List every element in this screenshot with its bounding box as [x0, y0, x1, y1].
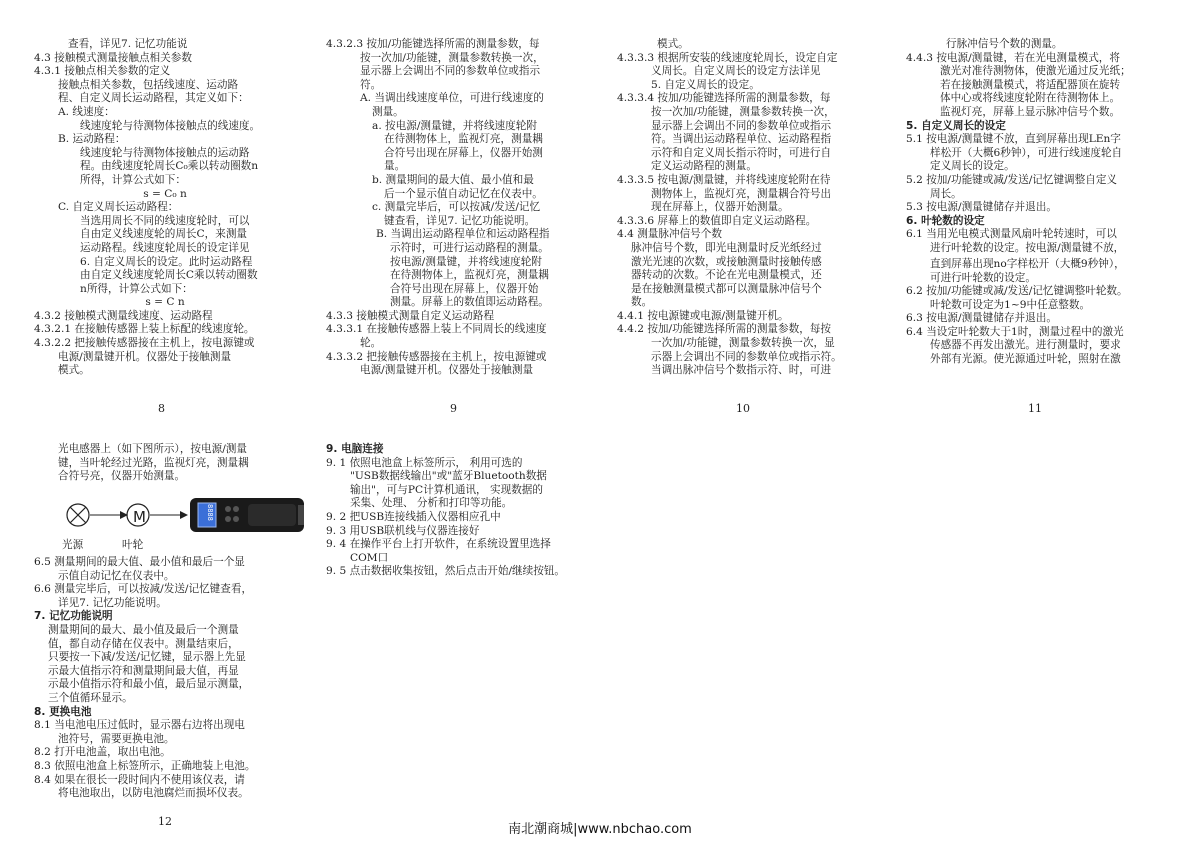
page-number: 11: [1028, 402, 1042, 415]
text-line: 数。: [631, 296, 653, 309]
fan-label: 叶轮: [122, 539, 144, 551]
text-line: 示器上会调出不同的参数单位或指示符。: [651, 350, 842, 363]
text-line: 值，都自动存储在仪表中。测量结束后，: [48, 637, 239, 650]
text-line: 周长。: [930, 187, 962, 200]
text-line: 器转动的次数。不论在光电测量模式，还: [631, 269, 822, 282]
text-line: 测量。屏幕上的数值即运动路程。: [390, 296, 549, 309]
text-line: 将电池取出，以防电池腐烂而损坏仪表。: [58, 787, 249, 800]
text-line: 外部有光源。使光源通过叶轮，照射在激: [930, 353, 1121, 366]
page-number: 8: [158, 402, 165, 415]
text-line: 可进行叶轮数的设定。: [930, 271, 1036, 284]
light-source-icon: [67, 504, 89, 526]
page-number: 10: [736, 402, 750, 415]
text-line: 4.3.3.5 按电源/测量键，并将线速度轮附在待: [617, 173, 831, 186]
text-line: 8.4 如果在很长一段时间内不使用该仪表，请: [34, 773, 245, 786]
footer-watermark: 南北潮商城|www.nbchao.com: [508, 822, 692, 837]
text-line: 传感器不再发出激光。进行测量时，要求: [930, 339, 1121, 352]
text-line: 合符号亮，仪器开始测量。: [58, 470, 186, 483]
text-line: 8.2 打开电池盖，取出电池。: [34, 746, 171, 759]
text-line: 样松开（大概6秒钟），可进行线速度轮自: [930, 146, 1123, 159]
text-line: 9. 3 用USB联机线与仪器连接好: [326, 524, 480, 537]
section-heading: 9. 电脑连接: [326, 443, 384, 455]
text-line: 激光光速的次数，或接触测量时接触传感: [631, 255, 822, 268]
text-line: 6.4 当设定叶轮数大于1时，测量过程中的激光: [906, 325, 1124, 338]
text-line: 5. 自定义周长的设定。: [651, 78, 760, 91]
section-heading: 4.4 测量脉冲信号个数: [617, 228, 722, 241]
text-line: a. 按电源/测量键，并将线速度轮附: [372, 119, 537, 132]
text-line: 6.6 测量完毕后，可以按减/发送/记忆键查看，: [34, 583, 253, 596]
text-line: 后一个显示值自动记忆在仪表中。: [384, 187, 543, 200]
text-line: 电源/测量键开机。仪器处于接触测量: [360, 364, 534, 377]
diagram-svg: [62, 495, 322, 555]
column-page-8: [34, 38, 296, 378]
text-line: 模式。: [58, 364, 90, 377]
text-line: 示最大值指示符和测量期间最大值，再显: [48, 664, 239, 677]
text-line: 4.3.2.2 把接触传感器接在主机上，按电源键或: [34, 337, 255, 350]
column-page-10: [617, 38, 889, 378]
column-page-12-top: [34, 443, 304, 484]
text-line: 4.4.3 按电源/测量键，若在光电测量模式，将: [906, 51, 1120, 64]
column-page-11: [906, 38, 1192, 367]
text-line: 示符和自定义周长指示符时，可进行自: [651, 146, 832, 159]
text-line: 在待测物体上，监视灯亮，测量耦: [384, 133, 543, 146]
text-line: 光电感器上（如下图所示），按电源/测量: [58, 443, 247, 455]
text-line: "USB数据线输出"或"蓝牙Bluetooth数据: [350, 470, 547, 483]
section-heading: 4.3.3 接触模式测量自定义运动路程: [326, 309, 495, 322]
text-line: 三个值循环显示。: [48, 691, 133, 704]
column-page-12-bottom: [34, 556, 304, 801]
text-line: 接触点相关参数，包括线速度、运动路: [58, 78, 239, 91]
text-line: 按一次加/功能键，测量参数转换一次，: [360, 51, 544, 64]
text-line: 显示器上会调出不同的参数单位或指示: [651, 119, 832, 132]
text-line: A. 线速度：: [58, 105, 115, 118]
text-line: 程。由线速度轮周长C₀乘以转动圈数n: [80, 160, 259, 173]
text-line: 定义运动路程的测量。: [651, 160, 757, 173]
text-line: 9. 4 在操作平台上打开软件，在系统设置里选择: [326, 538, 551, 551]
text-line: 6.2 按加/功能键或减/发送/记忆键调整叶轮数。: [906, 285, 1128, 298]
formula: s = C n: [145, 296, 185, 309]
text-line: 运动路程。线速度轮周长的设定详见: [80, 241, 250, 254]
text-line: 当调出脉冲信号个数指示符、时，可进: [651, 364, 832, 377]
text-line: 线速度轮与待测物体接触点的运动路: [80, 146, 250, 159]
text-line: 模式。: [657, 38, 689, 50]
text-line: 合符号出现在屏幕上，仪器开始测: [384, 146, 543, 159]
text-line: 符。当调出运动路程单位、运动路程指: [651, 133, 832, 146]
text-line: 定义周长的设定。: [930, 160, 1015, 173]
text-line: 直到屏幕出现no字样松开（大概9秒钟），: [930, 257, 1125, 270]
text-line: 6. 自定义周长的设定。此时运动路程: [80, 255, 253, 268]
text-line: 现在屏幕上，仪器开始测量。: [651, 201, 789, 214]
text-line: 一次加/功能键，测量参数转换一次，显: [651, 337, 835, 350]
text-line: 示最小值指示符和最小值，最后显示测量，: [48, 678, 250, 691]
text-line: 激光对准待测物体，使激光通过反光纸；: [940, 65, 1131, 78]
page-number: 12: [158, 815, 172, 828]
text-line: 4.3.2.1 在接触传感器上装上标配的线速度轮。: [34, 323, 255, 336]
text-line: 4.4.2 按加/功能键选择所需的测量参数，每按: [617, 323, 831, 336]
text-line: 4.3.3.1 在接触传感器上装上不同周长的线速度: [326, 323, 547, 336]
text-line: 程、自定义周长运动路程，其定义如下：: [58, 92, 249, 105]
text-line: 只要按一下减/发送/记忆键，显示器上先显: [48, 651, 246, 664]
text-line: 所得，计算公式如下：: [80, 173, 186, 186]
text-line: C. 自定义周长运动路程：: [58, 201, 179, 214]
section-heading: 4.3 接触模式测量接触点相关参数: [34, 51, 192, 64]
instrument-screen-text: 8888: [206, 504, 214, 521]
column-page-13: [326, 443, 616, 579]
text-line: 4.3.3.3 根据所安装的线速度轮周长，设定自定: [617, 51, 838, 64]
text-line: 在待测物体上，监视灯亮，测量耦: [390, 269, 549, 282]
text-line: 9. 1 依照电池盒上标签所示， 利用可选的: [326, 456, 523, 469]
section-heading: 8. 更换电池: [34, 705, 92, 718]
text-line: c. 测量完毕后，可以按减/发送/记忆: [372, 201, 541, 214]
text-line: 4.3.3.4 按加/功能键选择所需的测量参数，每: [617, 92, 831, 105]
text-line: B. 当调出运动路程单位和运动路程指: [376, 228, 550, 241]
text-line: 脉冲信号个数，即光电测量时反光纸经过: [631, 241, 822, 254]
text-line: 按一次加/功能键，测量参数转换一次，: [651, 105, 835, 118]
text-line: 6.1 当用光电模式测量风扇叶轮转速时，可以: [906, 228, 1117, 241]
text-line: b. 测量期间的最大值、最小值和最: [372, 173, 534, 186]
text-line: 键查看，详见7. 记忆功能说明。: [384, 214, 536, 227]
arrow-icon: [90, 511, 128, 519]
text-line: 由自定义线速度轮周长C乘以转动圈数: [80, 269, 258, 282]
text-line: 6.3 按电源/测量键储存并退出。: [906, 312, 1057, 325]
text-line: n所得，计算公式如下：: [80, 282, 193, 295]
text-line: 采集、处理、 分析和打印等功能。: [350, 497, 513, 510]
text-line: A. 当调出线速度单位，可进行线速度的: [360, 92, 544, 105]
text-line: 4.3.2.3 按加/功能键选择所需的测量参数，每: [326, 38, 540, 50]
text-line: 行脉冲信号个数的测量。: [946, 38, 1063, 50]
text-line: 5.2 按加/功能键或减/发送/记忆键调整自定义: [906, 173, 1118, 186]
text-line: 6.5 测量期间的最大值、最小值和最后一个显: [34, 556, 245, 568]
page-number: 9: [450, 402, 457, 415]
text-line: 5.3 按电源/测量键储存并退出。: [906, 201, 1057, 214]
text-line: 5.1 按电源/测量键不放，直到屏幕出现LEn字: [906, 133, 1121, 146]
text-line: 当选用周长不同的线速度轮时，可以: [80, 214, 250, 227]
text-line: 查看，详见7. 记忆功能说: [68, 38, 188, 50]
text-line: 进行叶轮数的设定。按电源/测量键不放，: [930, 241, 1125, 254]
text-line: 4.3.3.2 把接触传感器接在主机上，按电源键或: [326, 350, 547, 363]
text-line: 8.3 依照电池盒上标签所示，正确地装上电池。: [34, 759, 256, 772]
text-line: 4.3.3.6 屏幕上的数值即自定义运动路程。: [617, 214, 817, 227]
section-heading: 4.3.2 接触模式测量线速度、运动路程: [34, 309, 213, 322]
text-line: B. 运动路程：: [58, 133, 126, 146]
text-line: 是在接触测量模式都可以测量脉冲信号个: [631, 282, 822, 295]
text-line: 详见7. 记忆功能说明。: [58, 596, 167, 609]
text-line: COM口: [350, 551, 389, 564]
text-line: 量。: [384, 160, 406, 173]
text-line: 输出"，可与PC计算机通讯， 实现数据的: [350, 483, 543, 496]
text-line: 电源/测量键开机。仪器处于接触测量: [58, 350, 232, 363]
section-heading: 4.3.1 接触点相关参数的定义: [34, 65, 171, 78]
text-line: 体中心或将线速度轮附在待测物体上。: [940, 92, 1121, 105]
text-line: 9. 5 点击数据收集按钮，然后点击开始/继续按钮。: [326, 565, 566, 578]
text-line: 测量。: [372, 105, 404, 118]
text-line: 测物体上，监视灯亮，测量耦合符号出: [651, 187, 832, 200]
text-line: 按电源/测量键，并将线速度轮附: [390, 255, 542, 268]
text-line: 监视灯亮，屏幕上显示脉冲信号个数。: [940, 105, 1121, 118]
column-page-9: [326, 38, 596, 378]
text-line: 4.4.1 按电源键或电源/测量键开机。: [617, 309, 789, 322]
text-line: 池符号，需要更换电池。: [58, 732, 175, 745]
section-heading: 6. 叶轮数的设定: [906, 214, 985, 227]
light-source-label: 光源: [62, 539, 84, 551]
text-line: 测量期间的最大、最小值及最后一个测量: [48, 623, 239, 636]
text-line: 显示器上会调出不同的参数单位或指示: [360, 65, 541, 78]
text-line: 自由定义线速度轮的周长C，来测量: [80, 228, 248, 241]
arrow-icon: [150, 511, 188, 519]
text-line: 键，当叶轮经过光路，监视灯亮，测量耦: [58, 456, 249, 469]
text-line: 示符时，可进行运动路程的测量。: [390, 241, 549, 254]
text-line: 9. 2 把USB连接线插入仪器相应孔中: [326, 510, 501, 523]
section-heading: 5. 自定义周长的设定: [906, 119, 1006, 132]
text-line: 叶轮数可设定为1~9中任意整数。: [930, 298, 1091, 311]
text-line: 示值自动记忆在仪表中。: [58, 569, 175, 582]
text-line: 合符号出现在屏幕上，仪器开始: [390, 282, 539, 295]
text-line: 轮。: [360, 337, 382, 350]
text-line: 符。: [360, 78, 382, 91]
section-heading: 7. 记忆功能说明: [34, 610, 113, 623]
formula: s = C₀ n: [143, 187, 187, 200]
measurement-diagram: [62, 495, 322, 555]
text-line: 义周长。自定义周长的设定方法详见: [651, 65, 821, 78]
motor-letter: M: [133, 508, 146, 526]
text-line: 线速度轮与待测物体接触点的线速度。: [80, 119, 261, 132]
text-line: 8.1 当电池电压过低时，显示器右边将出现电: [34, 719, 245, 732]
text-line: 若在接触测量模式，将适配器顶在旋转: [940, 78, 1121, 91]
